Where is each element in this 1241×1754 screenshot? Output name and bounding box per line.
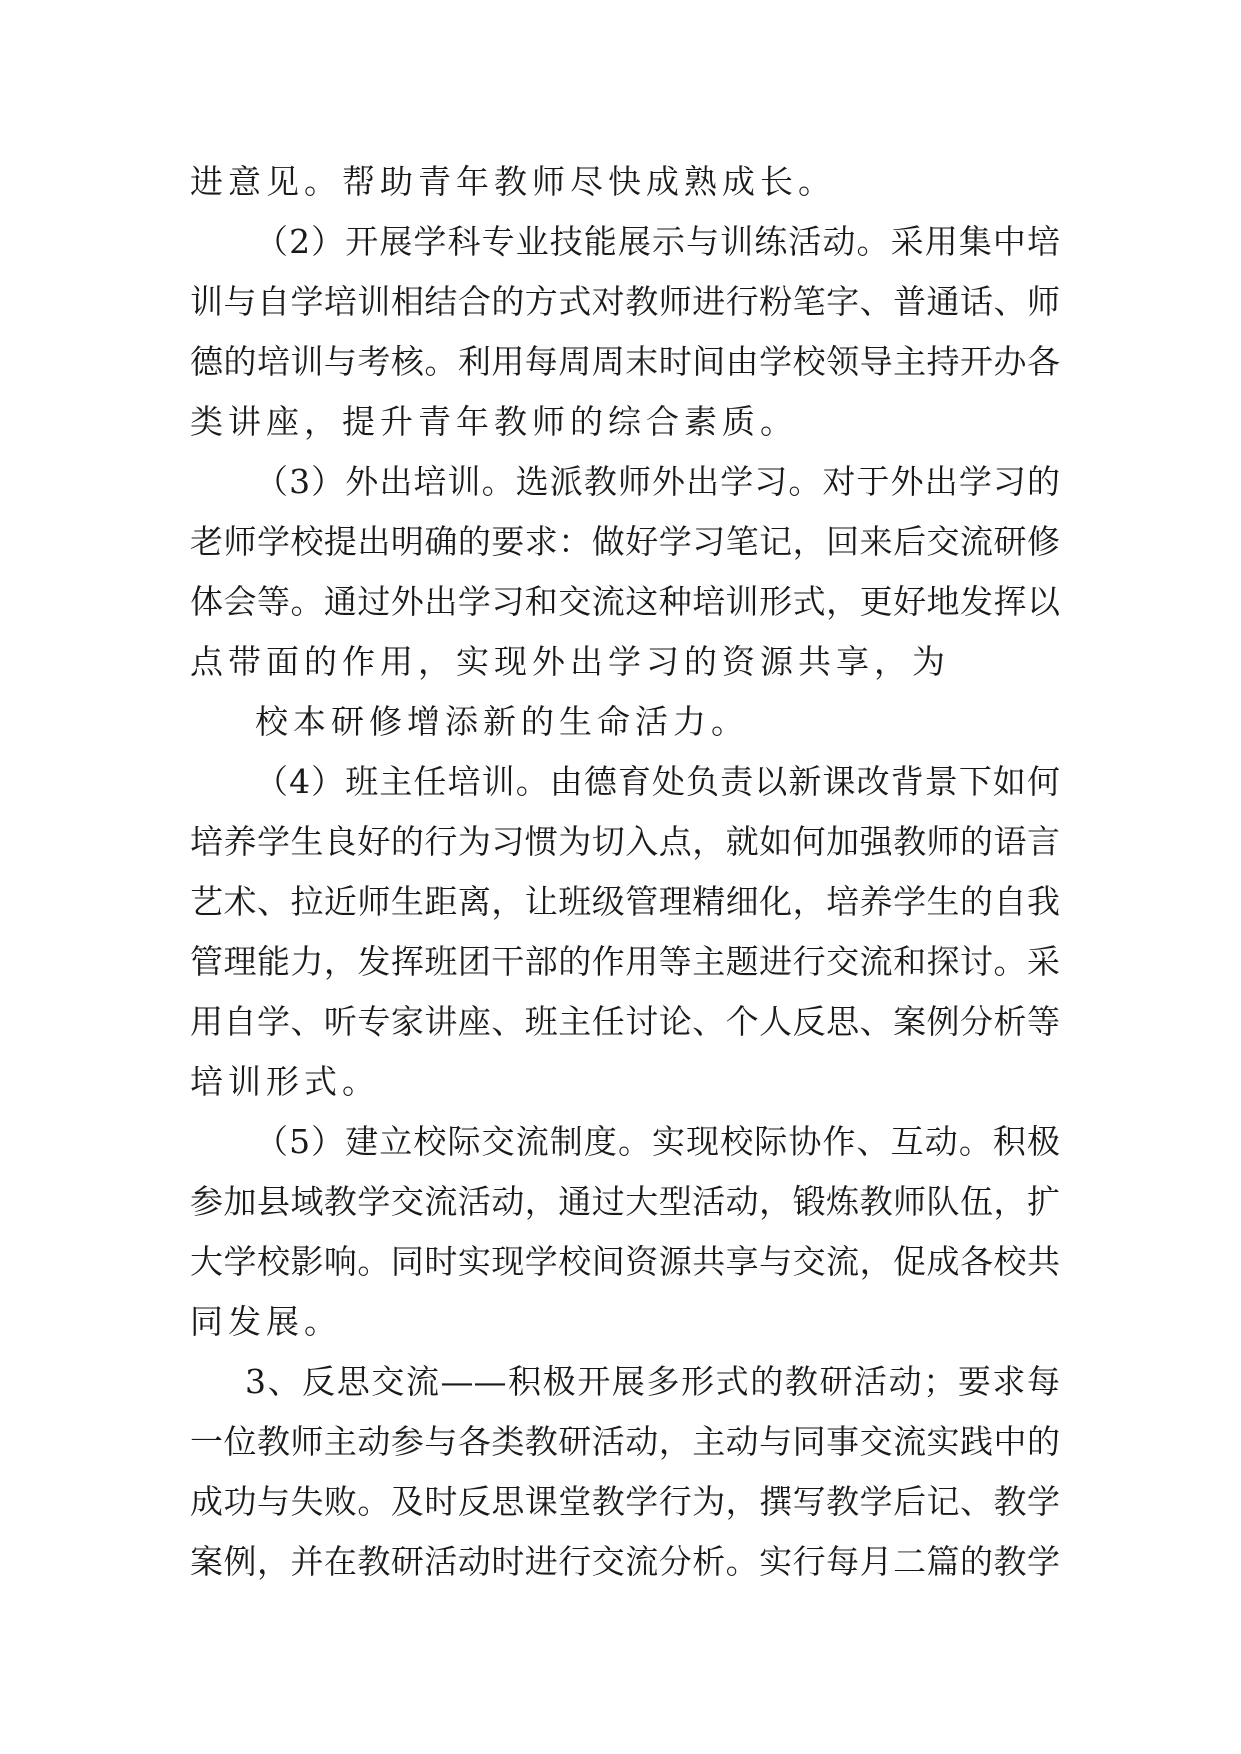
text-line: 德的培训与考核。利用每周周末时间由学校领导主持开办各	[190, 342, 1060, 381]
text-line: 一位教师主动参与各类教研活动，主动与同事交流实践中的	[190, 1422, 1060, 1461]
text-line: 体会等。通过外出学习和交流这种培训形式，更好地发挥以	[190, 582, 1060, 621]
text-line: 校本研修增添新的生命活力。	[255, 702, 749, 741]
text-line: 案例，并在教研活动时进行交流分析。实行每月二篇的教学	[190, 1542, 1060, 1581]
text-line: 大学校影响。同时实现学校间资源共享与交流，促成各校共	[190, 1242, 1060, 1281]
text-line: （4）班主任培训。由德育处负责以新课改背景下如何	[255, 762, 1060, 801]
text-line: 同发展。	[190, 1302, 342, 1341]
text-line: （2）开展学科专业技能展示与训练活动。采用集中培	[255, 222, 1060, 261]
text-line: 类讲座，提升青年教师的综合素质。	[190, 402, 798, 441]
text-line: 艺术、拉近师生距离，让班级管理精细化，培养学生的自我	[190, 882, 1060, 921]
text-line: 参加县域教学交流活动，通过大型活动，锻炼教师队伍，扩	[190, 1182, 1060, 1221]
text-line: 用自学、听专家讲座、班主任讨论、个人反思、案例分析等	[190, 1002, 1060, 1041]
text-line: 管理能力，发挥班团干部的作用等主题进行交流和探讨。采	[190, 942, 1060, 981]
text-line: 成功与失败。及时反思课堂教学行为，撰写教学后记、教学	[190, 1482, 1060, 1521]
text-line: 点带面的作用，实现外出学习的资源共享，为	[190, 642, 950, 681]
text-line: 培训形式。	[190, 1062, 380, 1101]
text-line: （5）建立校际交流制度。实现校际协作、互动。积极	[255, 1122, 1060, 1161]
text-line: 老师学校提出明确的要求：做好学习笔记，回来后交流研修	[190, 522, 1060, 561]
text-line: 培养学生良好的行为习惯为切入点，就如何加强教师的语言	[190, 822, 1060, 861]
text-line: 训与自学培训相结合的方式对教师进行粉笔字、普通话、师	[190, 282, 1060, 321]
text-line: （3）外出培训。选派教师外出学习。对于外出学习的	[255, 462, 1060, 501]
text-line: 3、反思交流——积极开展多形式的教研活动；要求每	[245, 1362, 1060, 1401]
text-line: 进意见。帮助青年教师尽快成熟成长。	[190, 162, 836, 201]
